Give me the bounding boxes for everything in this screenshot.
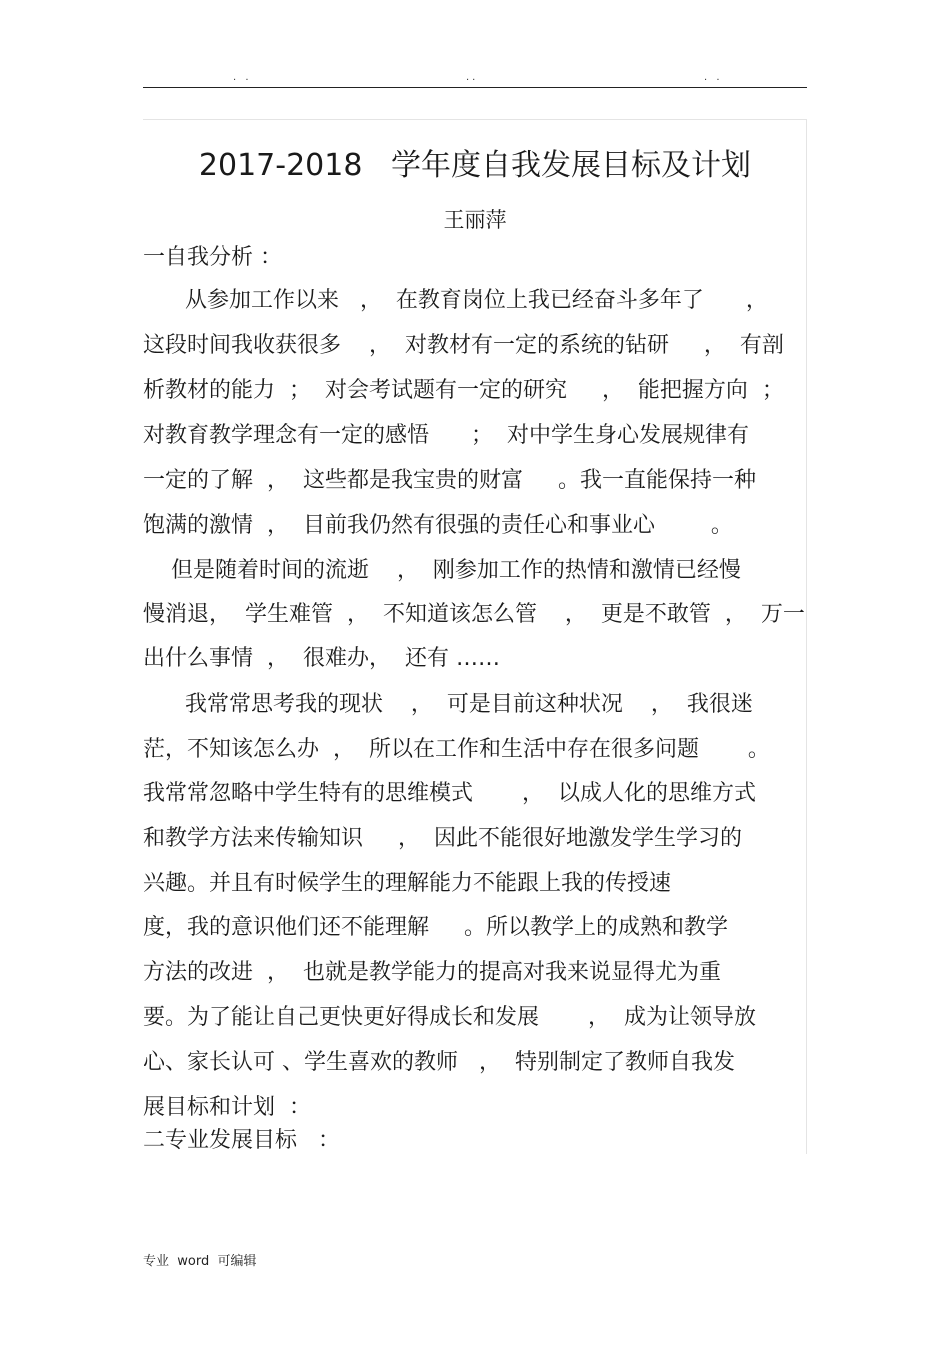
body-line: 析教材的能力 ； 对会考试题有一定的研究 ， 能把握方向 ； [143,378,784,403]
header-dots-center: .. [466,72,479,83]
body-line: 从参加工作以来 ， 在教育岗位上我已经奋斗多年了 ， [143,288,768,313]
body-line: 要。为了能让自己更快更好得成长和发展 ， 成为让领导放 [143,1005,756,1030]
header-dots-right: . . [704,72,723,83]
body-line: 对教育教学理念有一定的感悟 ； 对中学生身心发展规律有 [143,423,749,448]
body-line: 我常常忽略中学生特有的思维模式 ， 以成人化的思维方式 [143,781,756,806]
document-title: 2017-2018 学年度自我发展目标及计划 [198,148,752,183]
header-rule [143,87,807,88]
page-footer: 专业 word 可编辑 [143,1254,257,1269]
document-author: 王丽萍 [443,208,507,232]
body-line: 度，我的意识他们还不能理解 。所以教学上的成熟和教学 [143,915,728,940]
body-line: 饱满的激情 ， 目前我仍然有很强的责任心和事业心 。 [143,513,733,538]
body-line: 出什么事情 ， 很难办， 还有 …… [143,646,500,671]
body-line: 和教学方法来传输知识 ， 因此不能很好地激发学生学习的 [143,826,742,851]
page-frame-right [806,119,807,1154]
body-line: 这段时间我收获很多 ， 对教材有一定的系统的钻研 ， 有剖 [143,333,784,358]
body-line: 兴趣。并且有时候学生的理解能力不能跟上我的传授速 [143,871,672,896]
body-line: 方法的改进 ， 也就是教学能力的提高对我来说显得尤为重 [143,960,721,985]
page-frame-top [143,119,807,120]
section-heading-self-analysis: 一自我分析 ： [143,245,282,270]
section-heading-professional-goals: 二专业发展目标 ： [143,1128,340,1153]
body-line: 展目标和计划 ： [143,1095,311,1120]
body-line: 一定的了解 ， 这些都是我宝贵的财富 。我一直能保持一种 [143,468,756,493]
body-line: 心、家长认可 、学生喜欢的教师 ， 特别制定了教师自我发 [143,1050,735,1075]
body-line: 我常常思考我的现状 ， 可是目前这种状况 ， 我很迷 [143,692,753,717]
body-line: 但是随着时间的流逝 ， 刚参加工作的热情和激情已经慢 [143,558,741,583]
body-line: 慢消退， 学生难管 ， 不知道该怎么管 ， 更是不敢管 ， 万一 [143,602,805,627]
body-line: 茫，不知该怎么办 ， 所以在工作和生活中存在很多问题 。 [143,737,770,762]
header-dots-left: . . [233,72,252,83]
